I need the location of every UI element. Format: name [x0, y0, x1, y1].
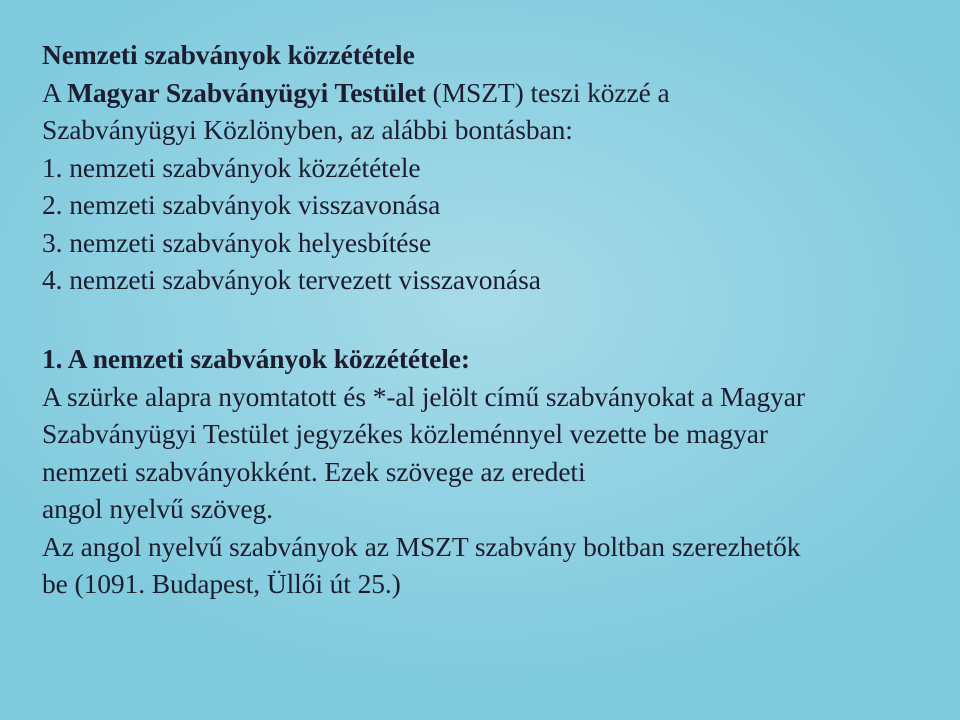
list-item: 3. nemzeti szabványok helyesbítése — [42, 226, 432, 258]
paragraph-line: A szürke alapra nyomtatott és *-al jelölt című szabványokat a Magyar — [42, 380, 805, 412]
intro-line-gazette: Szabványügyi Közlönyben, az alábbi bontásban: — [42, 114, 573, 145]
paragraph-line: nemzeti szabványokként. Ezek szövege az eredeti — [42, 455, 586, 487]
paragraph-line: Szabványügyi Testület jegyzékes közleménnyel vezette be magyar — [42, 418, 768, 449]
paragraph-line: be (1091. Budapest, Üllői út 25.) — [42, 568, 401, 599]
section-block — [42, 340, 942, 603]
intro-line-suffix: (MSZT) teszi közzé a — [425, 76, 670, 108]
list-item: 1. nemzeti szabványok közzététele — [42, 151, 421, 183]
organization-name: Magyar Szabványügyi Testület — [67, 76, 426, 108]
paragraph-line: angol nyelvű szöveg. — [42, 493, 273, 524]
paragraph-line: Az angol nyelvű szabványok az MSZT szabvány boltban szerezhetők — [42, 530, 801, 562]
intro-line-prefix: A — [42, 76, 68, 108]
intro-block — [42, 36, 942, 299]
list-item: 4. nemzeti szabványok tervezett visszavonása — [42, 264, 541, 295]
slide-title: Nemzeti szabványok közzététele — [42, 39, 415, 70]
list-item: 2. nemzeti szabványok visszavonása — [42, 189, 441, 220]
section-heading: 1. A nemzeti szabványok közzététele: — [42, 343, 470, 374]
intro-line-publisher — [42, 74, 942, 112]
